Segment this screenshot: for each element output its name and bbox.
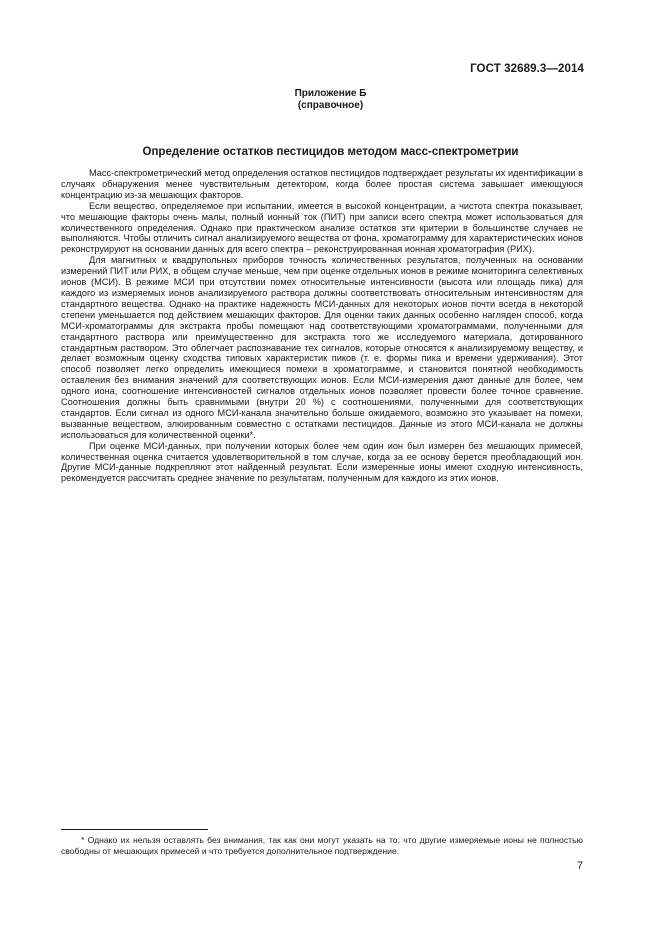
footnote-divider <box>61 829 208 830</box>
footnote: * Однако их нельзя оставлять без внимания, так как они могут указать на то, что другие измеряемые ионы не полностью свободны от мешающих примесей и что требуется дополнительное подтверждение. <box>61 835 583 856</box>
standard-id: ГОСТ 32689.3—2014 <box>470 63 584 75</box>
body-text <box>61 168 583 484</box>
appendix-label: Приложение Б <box>294 88 367 99</box>
page-number: 7 <box>576 860 583 872</box>
appendix-type: (справочное) <box>297 100 364 111</box>
section-title: Определение остатков пестицидов методом масс-спектрометрии <box>142 146 519 158</box>
paragraph: Для магнитных и квадрупольных приборов точность количественных результатов, полученных на основании измерений ПИТ или РИХ, в общем случае меньше, чем при оценке отдельных ионов в режиме мониторинга селективных ионов (МСИ). В режиме МСИ при отсутствии помех относительные интенсивности (высота или площадь пика) для каждого из измеряемых ионов анализируемого раствора должны соответствовать относительным интенсивностям для стандартного вещества. Однако на практике надежность МСИ-данных для некоторых ионов почти всегда в некоторой степени уменьшается под действием мешающих факторов. Для оценки таких данных особенно нагляден способ, когда МСИ-хроматограммы для экстракта пробы помещают над соответствующими хроматограммами, полученными для стандартного раствора или преимущественно для экстракта того же исследуемого материала, дотированного стандартным раствором. Это облегчает распознавание тех сигналов, которые относятся к анализируемому веществу, и делает возможным оценку сходства типовых характеристик пиков (т. е. формы пика и времени удерживания). Этот способ позволяет легко определить имеющиеся помехи в хроматограмме, и становится понятной необходимость оставления без внимания значений для соответствующих ионов. Если МСИ-измерения дают данные для более, чем одного иона, соотношение интенсивностей сигналов отдельных ионов позволяет провести более точное сравнение. Соотношения должны быть сравнимыми (внутри 20 %) с соотношениями, полученными для соответствующих стандартов. Если сигнал из одного МСИ-канала значительно больше ожидаемого, возможно это указывает на помехи, вызванные веществом, элюированным совместно с остатками пестицидов. Данные из этого МСИ-канала не должны использоваться для количественной оценки*. <box>61 255 583 440</box>
appendix-heading <box>0 88 661 112</box>
paragraph: При оценке МСИ-данных, при получении которых более чем один ион был измерен без мешающих примесей, количественная оценка считается удовлетворительной в том случае, когда за ее основу берется преобладающий ион. Другие МСИ-данные подкрепляют этот найденный результат. Если измеренные ионы имеют сходную интенсивность, рекомендуется рассчитать среднее значение по результатам, полученным для каждого из этих ионов. <box>61 440 583 484</box>
paragraph: Масс-спектрометрический метод определения остатков пестицидов подтверждает результаты их идентификации в случаях обнаружения менее чувствительным детектором, когда более простая система завышает имеющуюся концентрацию из-за мешающих факторов. <box>61 168 583 200</box>
paragraph: Если вещество, определяемое при испытании, имеется в высокой концентрации, а чистота спектра показывает, что мешающие факторы очень малы, полный ионный ток (ПИТ) при записи всего спектра может использоваться для количественного определения. Однако при практическом анализе остатков эти критерии в большинстве случаев не выполняются. Чтобы отличить сигнал анализируемого вещества от фона, хроматограмму для характеристических ионов реконструируют на основании данных для всего спектра – реконструированная ионная хроматография (РИХ). <box>61 200 583 255</box>
